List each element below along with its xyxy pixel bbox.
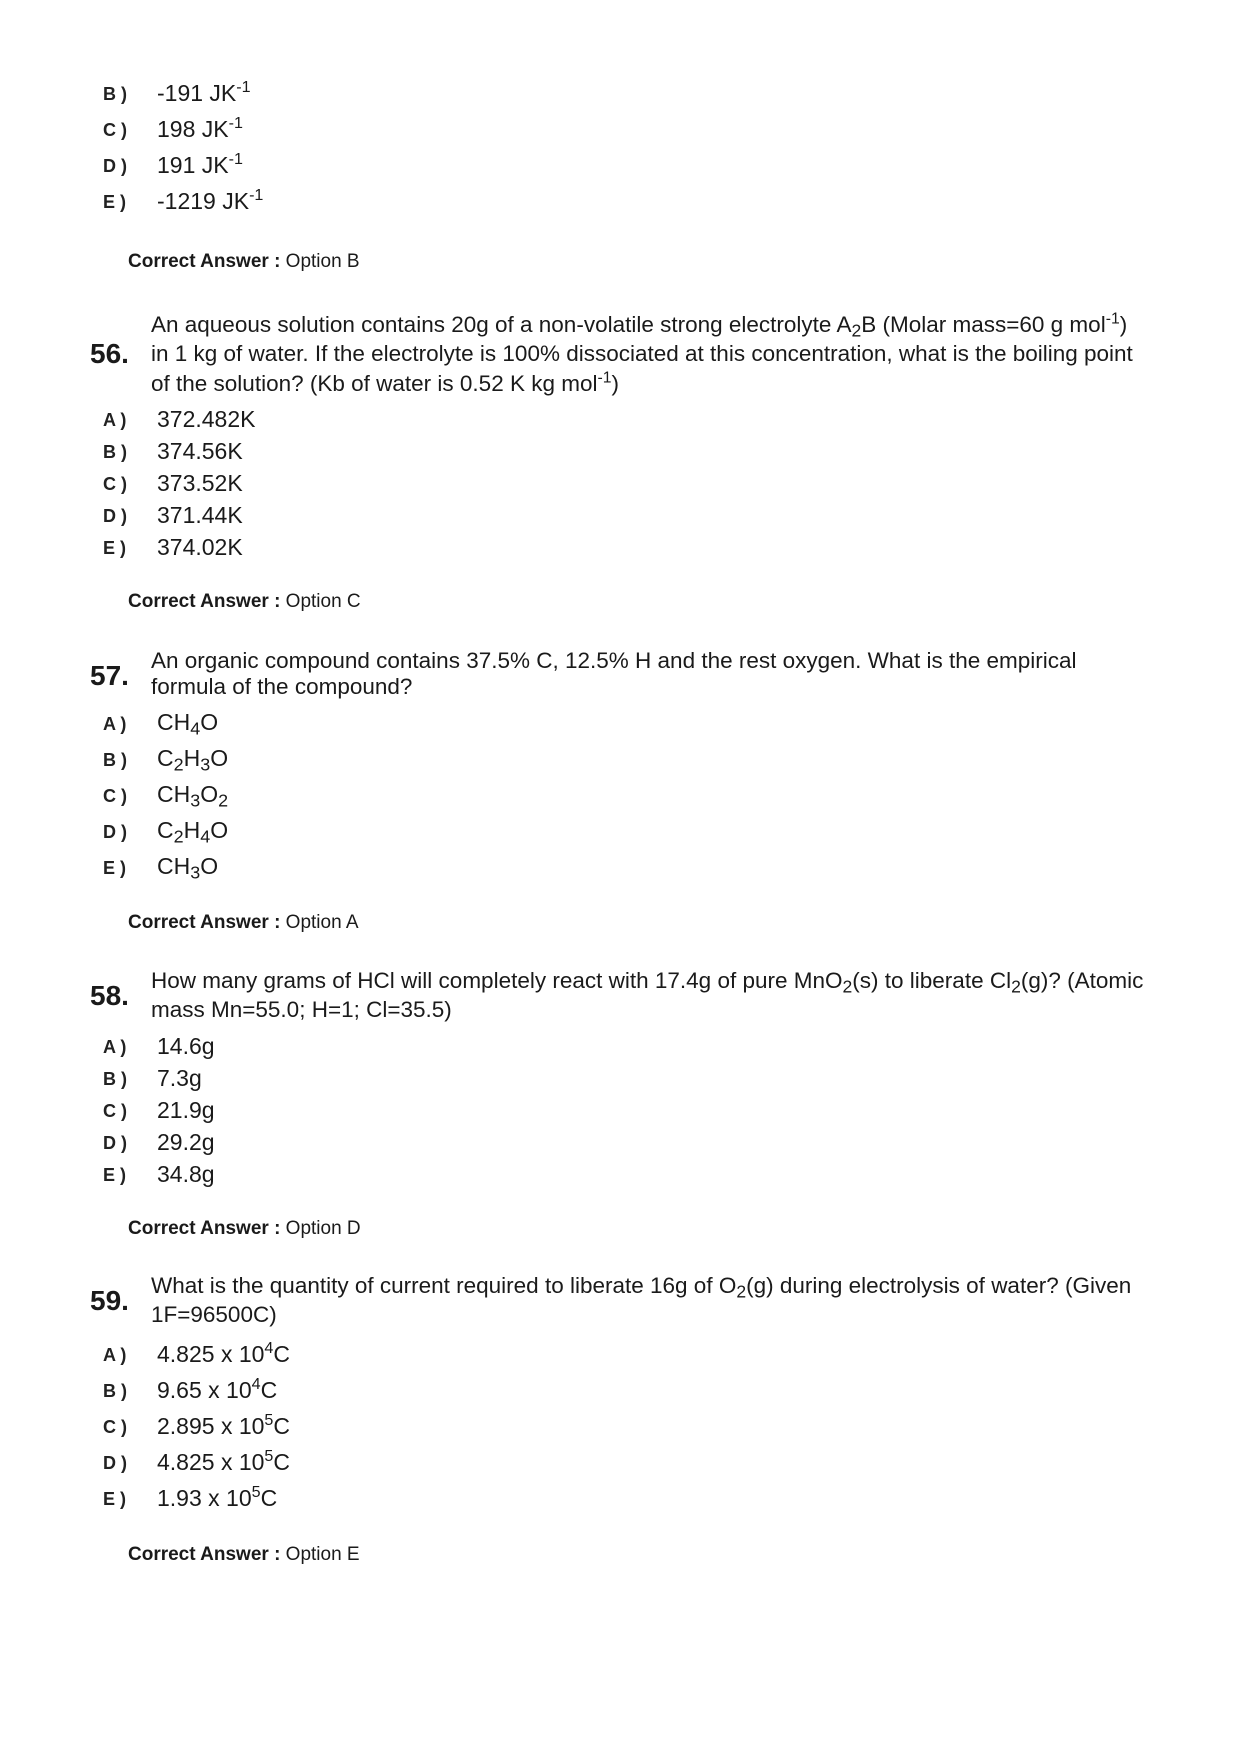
option-letter: B ) xyxy=(103,1381,127,1401)
question-text-line: What is the quantity of current required to liberate 16g of $O_2(g)$ during electrolysis of water? (Given xyxy=(151,1273,1132,1302)
option-value: 4.825 x $10^4C$ xyxy=(157,1339,290,1367)
option-value: 374.02K xyxy=(157,534,243,560)
option-value: 4.825 x $10^5C$ xyxy=(157,1447,290,1475)
option-value: 198 $JK^{-1}$ xyxy=(157,114,243,142)
option-value: 34.8g xyxy=(157,1161,215,1187)
option-letter: C ) xyxy=(103,786,127,806)
question-text-line: formula of the compound? xyxy=(151,674,413,699)
option-letter: B ) xyxy=(103,750,127,770)
option-letter: E ) xyxy=(103,858,127,878)
option-value: 373.52K xyxy=(157,470,243,496)
option-letter: C ) xyxy=(103,120,127,140)
option-value: 374.56K xyxy=(157,438,243,464)
option-letter: A ) xyxy=(103,1345,127,1365)
option-value: 21.9g xyxy=(157,1097,215,1123)
option-value: 371.44K xyxy=(157,502,243,528)
option-letter: C ) xyxy=(103,474,127,494)
option-letter: D ) xyxy=(103,822,127,842)
option-letter: E ) xyxy=(103,192,127,212)
option-value: $CH_3O$ xyxy=(157,853,219,883)
option-value: $C_2H_3O$ xyxy=(157,745,229,775)
option-letter: E ) xyxy=(103,1165,127,1185)
option-letter: E ) xyxy=(103,1489,127,1509)
option-letter: C ) xyxy=(103,1417,127,1437)
option-value: 1.93 x $10^5C$ xyxy=(157,1483,278,1511)
question-text-line: How many grams of HCl will completely react with 17.4g of pure MnO$_2$(s) to liberate $Cl_2(g)$? (Atomic xyxy=(151,968,1144,997)
option-value: $C_2H_4O$ xyxy=(157,817,229,847)
question-text-line: of the solution? (Kb of water is 0.52 K kg mol$^{-1}$) xyxy=(151,369,619,396)
option-letter: D ) xyxy=(103,506,127,526)
question-number: 59. xyxy=(90,1285,129,1316)
option-value: 191 $JK^{-1}$ xyxy=(157,150,243,178)
correct-answer: Correct Answer : Option E xyxy=(128,1544,360,1565)
option-letter: D ) xyxy=(103,156,127,176)
option-letter: B ) xyxy=(103,442,127,462)
question-text-line: in 1 kg of water. If the electrolyte is 100% dissociated at this concentration, what is the boiling point xyxy=(151,341,1133,366)
option-letter: A ) xyxy=(103,714,127,734)
option-value: $CH_3O_2$ xyxy=(157,781,229,811)
correct-answer: Correct Answer : Option A xyxy=(128,912,359,933)
question-text-line: An aqueous solution contains 20g of a non-volatile strong electrolyte $A_2B$ (Molar mass=60 g mol$^{-1}$) xyxy=(151,310,1128,341)
question-number: 57. xyxy=(90,660,129,691)
option-letter: B ) xyxy=(103,1069,127,1089)
correct-answer: Correct Answer : Option B xyxy=(128,251,360,272)
option-letter: A ) xyxy=(103,1037,127,1057)
option-value: -191 $JK^{-1}$ xyxy=(157,78,251,106)
option-value: 2.895 x $10^5C$ xyxy=(157,1411,290,1439)
option-value: $CH_4O$ xyxy=(157,709,219,739)
question-number: 58. xyxy=(90,980,129,1011)
option-value: 7.3g xyxy=(157,1065,202,1091)
option-letter: D ) xyxy=(103,1453,127,1473)
option-value: 372.482K xyxy=(157,406,256,432)
option-value: -1219 $JK^{-1}$ xyxy=(157,186,264,214)
question-text-line: An organic compound contains 37.5% C, 12.5% H and the rest oxygen. What is the empirical xyxy=(151,648,1077,673)
option-letter: A ) xyxy=(103,410,127,430)
option-letter: D ) xyxy=(103,1133,127,1153)
correct-answer: Correct Answer : Option C xyxy=(128,591,361,612)
option-letter: C ) xyxy=(103,1101,127,1121)
question-number: 56. xyxy=(90,338,129,369)
correct-answer: Correct Answer : Option D xyxy=(128,1218,361,1239)
option-letter: B ) xyxy=(103,84,127,104)
question-text-line: 1F=96500C) xyxy=(151,1302,277,1327)
option-letter: E ) xyxy=(103,538,127,558)
option-value: 14.6g xyxy=(157,1033,215,1059)
question-text-line: mass Mn=55.0; H=1; Cl=35.5) xyxy=(151,997,452,1022)
option-value: 29.2g xyxy=(157,1129,215,1155)
option-value: 9.65 x $10^4C$ xyxy=(157,1375,278,1403)
